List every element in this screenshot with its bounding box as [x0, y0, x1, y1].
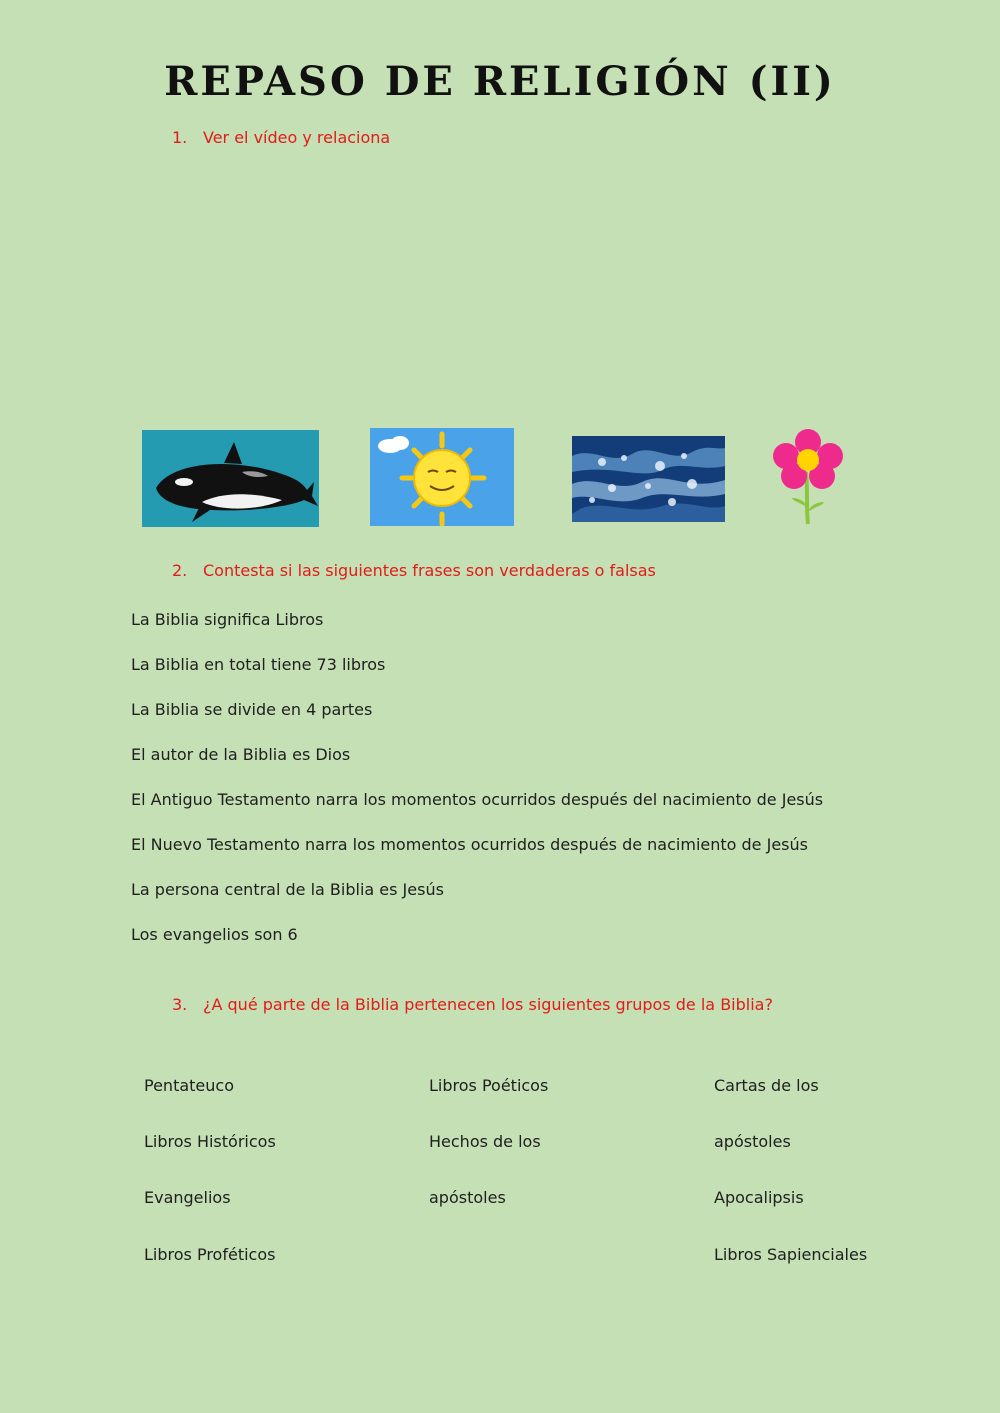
group-item[interactable]: apóstoles: [714, 1132, 791, 1151]
section-2-label: Contesta si las siguientes frases son verdaderas o falsas: [203, 561, 656, 580]
group-item[interactable]: Apocalipsis: [714, 1188, 804, 1207]
section-3-heading: [172, 995, 773, 1014]
statement-5[interactable]: El Antiguo Testamento narra los momentos ocurridos después del nacimiento de Jesús: [131, 790, 824, 809]
group-item[interactable]: Libros Sapienciales: [714, 1245, 868, 1264]
group-item[interactable]: Libros Proféticos: [144, 1245, 276, 1264]
statement-6[interactable]: El Nuevo Testamento narra los momentos ocurridos después de nacimiento de Jesús: [131, 835, 808, 854]
statement-2[interactable]: La Biblia en total tiene 73 libros: [131, 655, 386, 674]
section-2-heading: [172, 561, 656, 580]
section-1-number: 1.: [172, 128, 188, 147]
section-3-label: ¿A qué parte de la Biblia pertenecen los siguientes grupos de la Biblia?: [203, 995, 773, 1014]
group-item[interactable]: Hechos de los: [429, 1132, 541, 1151]
statement-7[interactable]: La persona central de la Biblia es Jesús: [131, 880, 444, 899]
section-2-number: 2.: [172, 561, 188, 580]
statement-1[interactable]: La Biblia significa Libros: [131, 610, 324, 629]
statement-8[interactable]: Los evangelios son 6: [131, 925, 298, 944]
section-1-label: Ver el vídeo y relaciona: [203, 128, 391, 147]
section-3-number: 3.: [172, 995, 188, 1014]
group-item[interactable]: Pentateuco: [144, 1076, 234, 1095]
group-item[interactable]: apóstoles: [429, 1188, 506, 1207]
statement-4[interactable]: El autor de la Biblia es Dios: [131, 745, 351, 764]
smiling-sun-image[interactable]: [370, 428, 514, 526]
ocean-waves-image[interactable]: [572, 436, 725, 522]
statement-3[interactable]: La Biblia se divide en 4 partes: [131, 700, 373, 719]
page-title: REPASO DE RELIGIÓN (II): [164, 58, 836, 105]
section-1-heading: [172, 128, 390, 147]
pink-flower-image[interactable]: [770, 428, 846, 526]
orca-whale-image[interactable]: [142, 430, 319, 527]
group-item[interactable]: Libros Históricos: [144, 1132, 276, 1151]
group-item[interactable]: Cartas de los: [714, 1076, 819, 1095]
group-item[interactable]: Libros Poéticos: [429, 1076, 549, 1095]
group-item[interactable]: Evangelios: [144, 1188, 231, 1207]
